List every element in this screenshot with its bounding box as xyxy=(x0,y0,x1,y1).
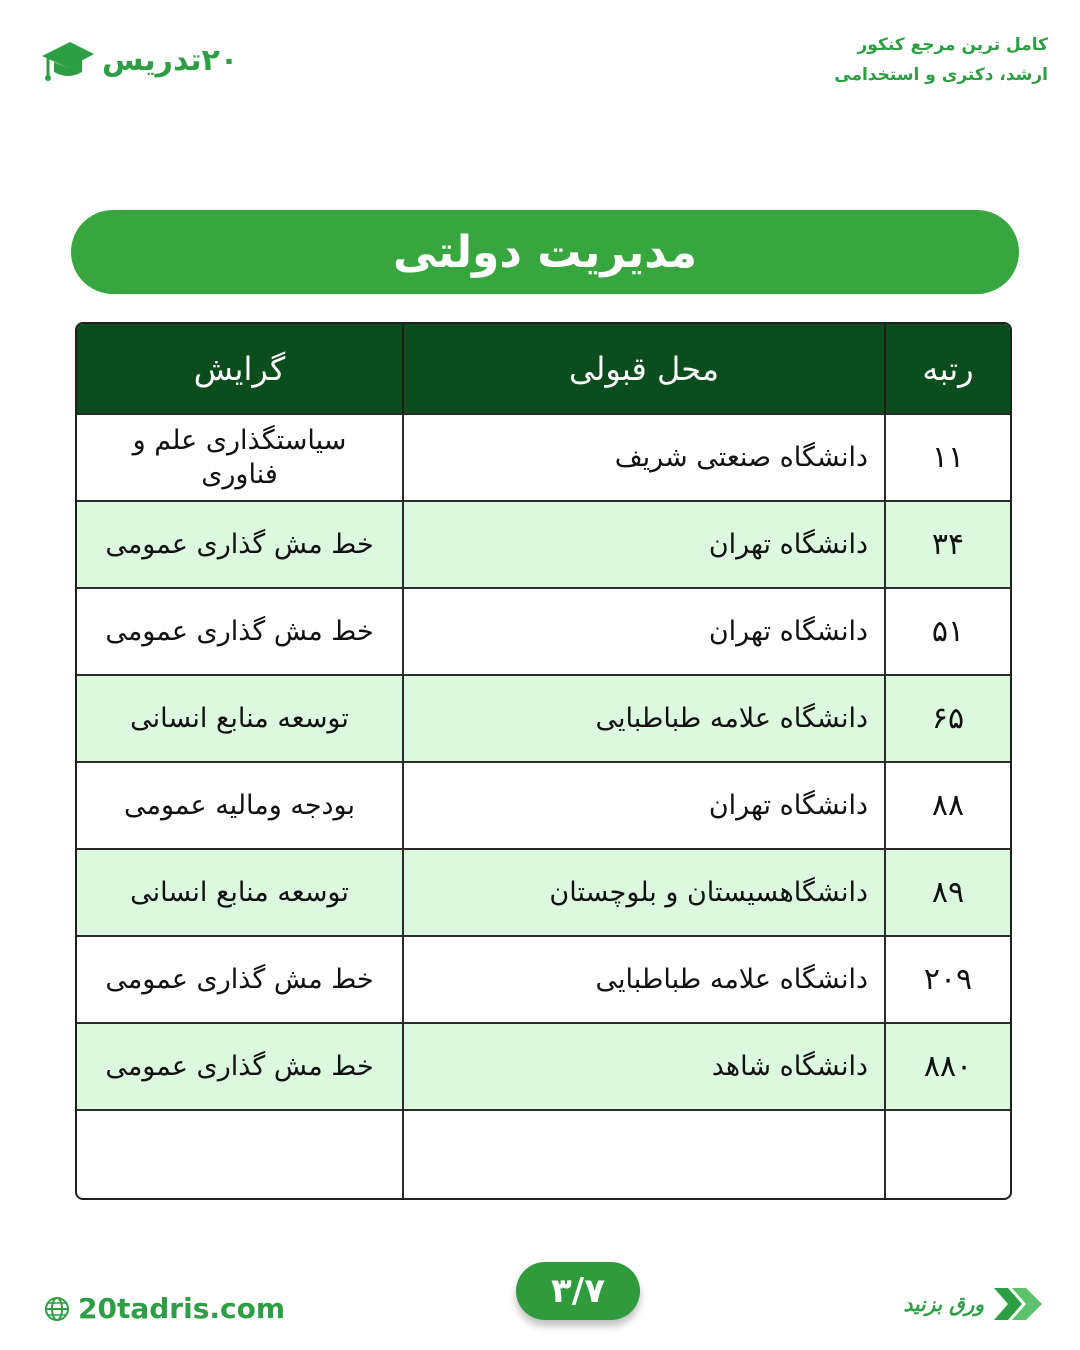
globe-icon xyxy=(44,1296,70,1322)
empty-cell xyxy=(77,1110,403,1200)
major-cell: خط مش گذاری عمومی xyxy=(77,936,403,1023)
major-cell: خط مش گذاری عمومی xyxy=(77,1023,403,1110)
rank-cell: ۲۰۹ xyxy=(885,936,1010,1023)
swipe-hint[interactable] xyxy=(904,1284,1047,1324)
page-title: مدیریت دولتی xyxy=(393,226,697,278)
website-text: 20tadris.com xyxy=(78,1292,286,1325)
rank-cell: ۱۱ xyxy=(885,414,1010,501)
header-major: گرایش xyxy=(77,324,403,414)
rank-cell: ۳۴ xyxy=(885,501,1010,588)
place-cell: دانشگاه تهران xyxy=(403,588,885,675)
rank-cell: ۶۵ xyxy=(885,675,1010,762)
tagline-line-2: ارشد، دکتری و استخدامی xyxy=(834,65,1048,85)
place-cell: دانشگاه علامه طباطبایی xyxy=(403,936,885,1023)
major-cell: توسعه منابع انسانی xyxy=(77,849,403,936)
header-place: محل قبولی xyxy=(403,324,885,414)
major-cell: بودجه ومالیه عمومی xyxy=(77,762,403,849)
swipe-label: ورق بزنید xyxy=(903,1292,984,1316)
table-row xyxy=(77,1023,1010,1110)
place-cell: دانشگاه تهران xyxy=(403,762,885,849)
place-cell: دانشگاه شاهد xyxy=(403,1023,885,1110)
place-cell: دانشگاه تهران xyxy=(403,501,885,588)
major-cell: توسعه منابع انسانی xyxy=(77,675,403,762)
rank-cell: ۵۱ xyxy=(885,588,1010,675)
table-row xyxy=(77,501,1010,588)
rank-cell: ۸۹ xyxy=(885,849,1010,936)
page-indicator-text: ۳/۷ xyxy=(551,1271,605,1311)
page-indicator xyxy=(516,1262,640,1320)
place-cell: دانشگاه صنعتی شریف xyxy=(403,414,885,501)
rank-cell: ۸۸۰ xyxy=(885,1023,1010,1110)
major-cell: سیاستگذاری علم و فناوری xyxy=(77,414,403,501)
results-table xyxy=(75,322,1012,1200)
place-cell: دانشگاه علامه طباطبایی xyxy=(403,675,885,762)
table-row xyxy=(77,762,1010,849)
table-row-empty xyxy=(77,1110,1010,1200)
rank-cell: ۸۸ xyxy=(885,762,1010,849)
empty-cell xyxy=(885,1110,1010,1200)
table-header-row xyxy=(77,324,1010,414)
double-chevron-right-icon xyxy=(990,1284,1046,1324)
major-cell: خط مش گذاری عمومی xyxy=(77,501,403,588)
website-link[interactable] xyxy=(44,1292,285,1325)
table-row xyxy=(77,588,1010,675)
table-row xyxy=(77,675,1010,762)
major-cell: خط مش گذاری عمومی xyxy=(77,588,403,675)
tagline xyxy=(834,30,1048,90)
table-row xyxy=(77,414,1010,501)
header-rank: رتبه xyxy=(885,324,1010,414)
logo-text: ۲۰تدریس xyxy=(102,42,239,78)
table-row xyxy=(77,849,1010,936)
empty-cell xyxy=(403,1110,885,1200)
tagline-line-1: کامل ترین مرجع کنکور xyxy=(857,35,1048,55)
place-cell: دانشگاهسیستان و بلوچستان xyxy=(403,849,885,936)
table-row xyxy=(77,936,1010,1023)
title-banner xyxy=(71,210,1019,294)
graduation-cap-icon xyxy=(40,38,96,82)
brand-logo xyxy=(40,38,238,82)
